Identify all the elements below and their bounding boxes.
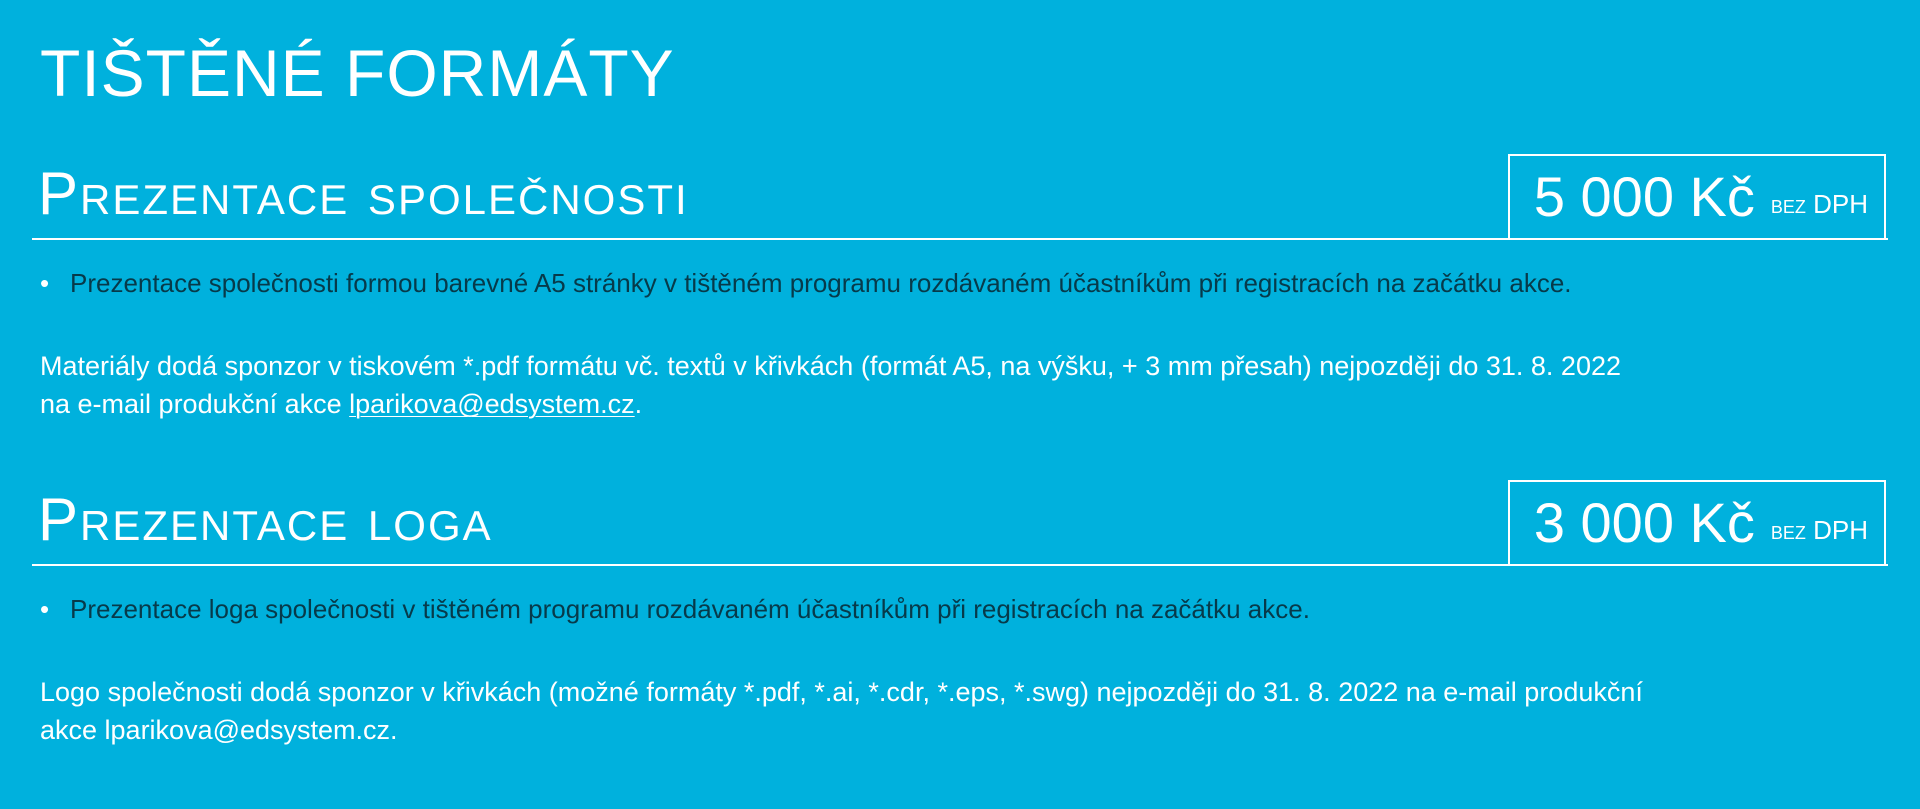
note-suffix: . bbox=[634, 389, 643, 420]
price-vat-label: bez DPH bbox=[1770, 189, 1868, 219]
note-line-2 bbox=[40, 385, 1888, 423]
section-title: Prezentace loga bbox=[38, 486, 493, 553]
price-amount: 3 000 Kč bbox=[1533, 491, 1755, 554]
delivery-note bbox=[32, 673, 1888, 749]
list-item bbox=[32, 268, 1888, 299]
bullet-list bbox=[32, 268, 1888, 299]
list-item bbox=[32, 594, 1888, 625]
list-item-text: Prezentace loga společnosti v tištěném programu rozdávaném účastníkům při registracích na začátku akce. bbox=[70, 594, 1310, 624]
price-vat-label: bez DPH bbox=[1770, 515, 1868, 545]
section-header bbox=[32, 480, 1888, 566]
bullet-icon: • bbox=[40, 594, 50, 624]
price-box bbox=[1508, 480, 1886, 564]
list-item-text: Prezentace společnosti formou barevné A5 stránky v tištěném programu rozdávaném účastníkům při registracích na začátku akce. bbox=[70, 268, 1572, 298]
section-logo-presentation bbox=[32, 480, 1888, 749]
bullet-icon: • bbox=[40, 268, 50, 298]
price-box bbox=[1508, 154, 1886, 238]
bullet-list bbox=[32, 594, 1888, 625]
page-title: TIŠTĚNÉ FORMÁTY bbox=[40, 36, 675, 110]
note-line-1: Materiály dodá sponzor v tiskovém *.pdf formátu vč. textů v křivkách (formát A5, na výšku, + 3 mm přesah) nejpozději do 31. 8. 2022 bbox=[40, 351, 1621, 382]
note-line-2: akce lparikova@edsystem.cz. bbox=[40, 715, 398, 746]
email-link[interactable]: lparikova@edsystem.cz bbox=[349, 389, 635, 420]
note-line-1: Logo společnosti dodá sponzor v křivkách (možné formáty *.pdf, *.ai, *.cdr, *.eps, *.swg) nejpozději do 31. 8. 2022 na e-mail produkční bbox=[40, 677, 1643, 708]
section-company-presentation bbox=[32, 154, 1888, 423]
delivery-note bbox=[32, 347, 1888, 423]
note-prefix: na e-mail produkční akce bbox=[40, 389, 350, 420]
section-header bbox=[32, 154, 1888, 240]
price-amount: 5 000 Kč bbox=[1533, 165, 1755, 228]
section-title: Prezentace společnosti bbox=[38, 160, 689, 227]
